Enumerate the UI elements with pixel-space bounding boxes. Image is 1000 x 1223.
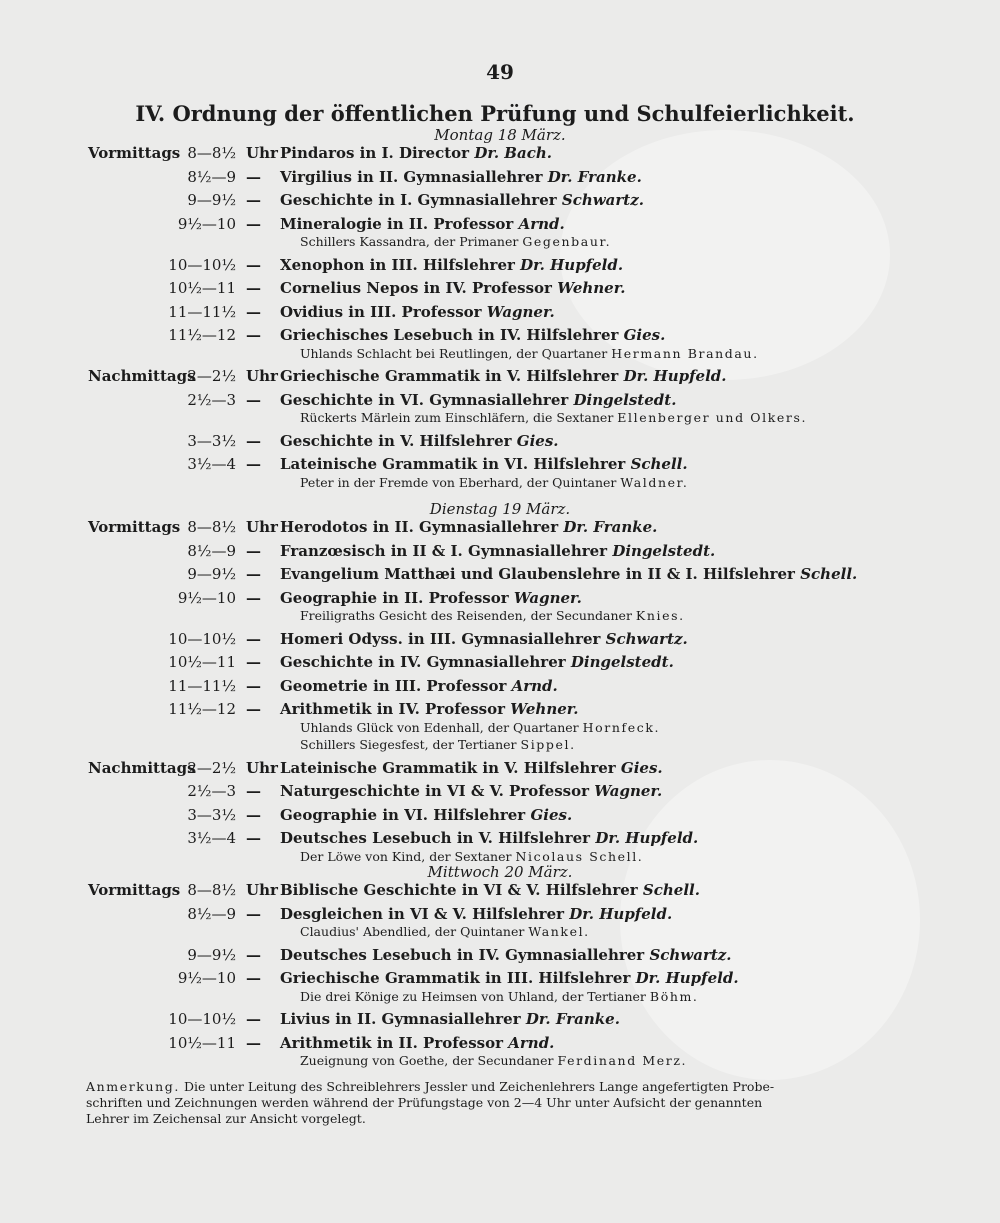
student-name: Nicolaus Schell. (515, 848, 644, 864)
subject-line (280, 432, 558, 450)
footnote-line-1: Anmerkung. Die unter Leitung des Schreiblehrers Jessler und Zeichenlehrers Lange angefertigten Probe- (86, 1079, 775, 1094)
time-slot: 10½—11 (168, 279, 236, 297)
recitation-line (300, 924, 590, 939)
day-title: Mittwoch 20 März. (427, 863, 573, 881)
student-name: Waldner. (620, 474, 689, 490)
teacher-name: Dingelstedt. (612, 541, 716, 560)
recitation-line (300, 737, 576, 752)
subject-line (280, 367, 727, 385)
teacher-name: Wehner. (557, 279, 626, 297)
subject-line (280, 279, 625, 297)
time-slot: 9—9½ (187, 191, 236, 209)
recitation-line (300, 346, 759, 361)
day-title: Dienstag 19 März. (429, 500, 571, 518)
recitation-text: Uhlands Schlacht bei Reutlingen, der Quartaner (300, 345, 608, 361)
schedule-row (0, 144, 990, 166)
time-unit: — (246, 676, 261, 695)
subject-text: Arithmetik in II. Professor (280, 1033, 504, 1052)
teacher-name: Dr. Franke. (525, 1010, 620, 1028)
time-unit: — (246, 565, 261, 583)
teacher-name: Dr. Hupfeld. (595, 829, 699, 847)
time-slot: 2½—3 (187, 390, 236, 409)
teacher-name: Schell. (800, 565, 858, 583)
teacher-name: Gies. (530, 805, 573, 824)
footnote (86, 1079, 896, 1127)
recitation-line (300, 1053, 687, 1068)
student-name: Ellenberger und Olkers. (617, 410, 808, 425)
subject-text: Pindaros in I. Director (280, 144, 470, 162)
teacher-name: Schwartz. (561, 191, 644, 209)
time-slot: 10½—11 (168, 653, 236, 671)
teacher-name: Wehner. (510, 700, 579, 718)
session-label: Vormittags (88, 518, 181, 536)
schedule-row (0, 367, 990, 389)
session-label: Vormittags (88, 881, 181, 899)
teacher-name: Dr. Hupfeld. (623, 367, 727, 385)
time-unit: — (246, 279, 261, 297)
subject-text: Arithmetik in IV. Professor (280, 700, 506, 718)
subject-line (280, 1034, 554, 1052)
recitation-text: Zueignung von Goethe, der Secundaner (300, 1053, 554, 1068)
student-name: Sippel. (520, 737, 576, 752)
time-slot: 11—11½ (168, 302, 236, 321)
schedule-row (0, 946, 990, 968)
section-heading: IV. Ordnung der öffentlichen Prüfung und Schulfeierlichkeit. (135, 101, 855, 126)
schedule-row (0, 653, 990, 675)
time-slot: 11½—12 (168, 700, 236, 718)
session-label: Nachmittags (88, 367, 196, 385)
time-unit: — (246, 541, 261, 560)
student-name: Hornfeck. (582, 719, 661, 735)
time-unit: — (246, 969, 261, 987)
subject-text: Geographie in VI. Hilfslehrer (280, 805, 526, 824)
time-unit: — (246, 455, 261, 473)
time-slot: 3½—4 (187, 829, 236, 847)
teacher-name: Schwartz. (649, 945, 732, 964)
student-name: Böhm. (649, 988, 699, 1004)
subject-line (280, 829, 698, 847)
time-unit: — (246, 326, 261, 344)
recitation-line (300, 608, 685, 623)
recitation-text: Peter in der Fremde von Eberhard, der Quintaner (300, 474, 617, 490)
footnote-line-3: Lehrer im Zeichensal zur Ansicht vorgelegt. (86, 1111, 366, 1126)
subject-line (280, 946, 732, 964)
subject-text: Geschichte in I. Gymnasiallehrer (280, 191, 557, 209)
subject-text: Deutsches Lesebuch in V. Hilfslehrer (280, 829, 591, 847)
schedule-row (0, 1010, 990, 1032)
time-unit: — (246, 1010, 261, 1028)
subject-line (280, 700, 579, 718)
time-unit: Uhr (246, 881, 278, 899)
footnote-line-2: schriften und Zeichnungen werden während der Prüfungstage von 2—4 Uhr unter Aufsicht der genannten (86, 1095, 763, 1110)
recitation-text: Der Löwe von Kind, der Sextaner (300, 848, 512, 864)
schedule-row (0, 806, 990, 828)
subject-text: Geschichte in VI. Gymnasiallehrer (280, 390, 569, 409)
time-unit: — (246, 191, 261, 209)
teacher-name: Wagner. (594, 782, 663, 800)
time-unit: — (246, 945, 261, 964)
subject-line (280, 518, 657, 536)
subject-line (280, 565, 857, 583)
subject-text: Ovidius in III. Professor (280, 302, 482, 321)
time-slot: 9—9½ (187, 945, 236, 964)
time-slot: 8—8½ (187, 881, 236, 899)
time-unit: — (246, 629, 261, 648)
recitation-line (300, 989, 699, 1004)
time-slot: 2—2½ (187, 758, 236, 777)
subject-line (280, 806, 572, 824)
subject-line (280, 759, 663, 777)
time-unit: Uhr (246, 367, 278, 385)
subject-text: Geometrie in III. Professor (280, 676, 507, 695)
subject-text: Herodotos in II. Gymnasiallehrer (280, 518, 559, 536)
time-slot: 9½—10 (177, 588, 236, 607)
subject-line (280, 303, 555, 321)
subject-line (280, 653, 674, 671)
subject-text: Homeri Odyss. in III. Gymnasiallehrer (280, 629, 601, 648)
time-unit: — (246, 390, 261, 409)
subject-text: Livius in II. Gymnasiallehrer (280, 1010, 521, 1028)
time-unit: — (246, 829, 261, 847)
subject-text: Geschichte in V. Hilfslehrer (280, 431, 512, 450)
teacher-name: Gies. (516, 431, 559, 450)
teacher-name: Dingelstedt. (570, 653, 674, 671)
time-slot: 2—2½ (187, 367, 236, 385)
subject-text: Lateinische Grammatik in V. Hilfslehrer (280, 758, 616, 777)
recitation-text: Freiligraths Gesicht des Reisenden, der Secundaner (300, 608, 632, 623)
page-number: 49 (486, 60, 514, 84)
time-slot: 8½—9 (187, 167, 236, 186)
subject-text: Cornelius Nepos in IV. Professor (280, 279, 552, 297)
schedule-row (0, 759, 990, 781)
schedule-row (0, 782, 990, 804)
subject-text: Deutsches Lesebuch in IV. Gymnasiallehrer (280, 945, 645, 964)
time-unit: — (246, 214, 261, 233)
recitation-text: Schillers Kassandra, der Primaner (300, 234, 519, 249)
recitation-text: Schillers Siegesfest, der Tertianer (300, 737, 517, 752)
teacher-name: Wagner. (486, 302, 555, 321)
student-name: Knies. (635, 608, 685, 623)
time-slot: 8—8½ (187, 518, 236, 536)
time-slot: 9—9½ (187, 565, 236, 583)
time-slot: 8—8½ (187, 144, 236, 162)
time-slot: 10—10½ (168, 1010, 236, 1028)
schedule-row (0, 256, 990, 278)
teacher-name: Wagner. (513, 588, 582, 607)
teacher-name: Dr. Hupfeld. (520, 255, 624, 274)
subject-line (280, 455, 688, 473)
subject-line (280, 905, 672, 923)
time-slot: 3—3½ (187, 431, 236, 450)
schedule-row (0, 303, 990, 325)
subject-text: Lateinische Grammatik in VI. Hilfslehrer (280, 455, 626, 473)
schedule-row (0, 881, 990, 903)
subject-text: Virgilius in II. Gymnasiallehrer (280, 167, 543, 186)
time-slot: 11½—12 (168, 326, 236, 344)
subject-text: Franzœsisch in II & I. Gymnasiallehrer (280, 541, 608, 560)
recitation-line (300, 849, 643, 864)
subject-text: Geographie in II. Professor (280, 588, 509, 607)
schedule-row (0, 565, 990, 587)
session-label: Vormittags (88, 144, 181, 162)
student-name: Wankel. (528, 924, 590, 939)
subject-line (280, 256, 623, 274)
time-slot: 3½—4 (187, 455, 236, 473)
time-unit: — (246, 1033, 261, 1052)
time-slot: 10½—11 (168, 1033, 236, 1052)
teacher-name: Arnd. (508, 1033, 555, 1052)
time-unit: — (246, 588, 261, 607)
schedule-row (0, 279, 990, 301)
schedule-row (0, 432, 990, 454)
teacher-name: Schwartz. (605, 629, 688, 648)
subject-text: Xenophon in III. Hilfslehrer (280, 255, 515, 274)
teacher-name: Dr. Hupfeld. (635, 969, 739, 987)
subject-line (280, 630, 688, 648)
subject-line (280, 168, 642, 186)
time-unit: — (246, 431, 261, 450)
time-unit: — (246, 805, 261, 824)
day-title: Montag 18 März. (434, 126, 566, 144)
time-slot: 2½—3 (187, 782, 236, 800)
time-slot: 9½—10 (177, 214, 236, 233)
time-slot: 10—10½ (168, 255, 236, 274)
schedule-row (0, 168, 990, 190)
teacher-name: Dr. Bach. (474, 144, 552, 162)
time-unit: — (246, 700, 261, 718)
subject-line (280, 969, 739, 987)
teacher-name: Gies. (623, 326, 666, 344)
time-slot: 3—3½ (187, 805, 236, 824)
teacher-name: Schell. (630, 455, 688, 473)
time-slot: 9½—10 (177, 969, 236, 987)
recitation-line (300, 475, 688, 490)
student-name: Ferdinand Merz. (557, 1053, 688, 1068)
recitation-line (300, 410, 807, 425)
subject-line (280, 589, 582, 607)
recitation-text: Rückerts Märlein zum Einschläfern, die Sextaner (300, 410, 614, 425)
time-unit: — (246, 782, 261, 800)
subject-line (280, 326, 665, 344)
subject-line (280, 677, 558, 695)
schedule-row (0, 191, 990, 213)
subject-line (280, 391, 676, 409)
footnote-label: Anmerkung. (86, 1079, 180, 1094)
subject-line (280, 191, 644, 209)
schedule-row (0, 630, 990, 652)
teacher-name: Arnd. (511, 676, 558, 695)
time-slot: 11—11½ (168, 676, 236, 695)
recitation-text: Uhlands Glück von Edenhall, der Quartaner (300, 719, 579, 735)
time-unit: — (246, 302, 261, 321)
recitation-line (300, 234, 611, 249)
teacher-name: Gies. (620, 758, 663, 777)
subject-text: Mineralogie in II. Professor (280, 214, 514, 233)
student-name: Hermann Brandau. (611, 345, 759, 361)
time-unit: — (246, 904, 261, 923)
subject-text: Griechische Grammatik in III. Hilfslehrer (280, 969, 631, 987)
recitation-line (300, 720, 660, 735)
time-slot: 10—10½ (168, 629, 236, 648)
time-unit: — (246, 167, 261, 186)
time-unit: Uhr (246, 518, 278, 536)
subject-text: Desgleichen in VI & V. Hilfslehrer (280, 904, 565, 923)
teacher-name: Schell. (642, 881, 700, 899)
time-slot: 8½—9 (187, 541, 236, 560)
time-unit: — (246, 653, 261, 671)
subject-text: Evangelium Matthæi und Glaubenslehre in II & I. Hilfslehrer (280, 565, 795, 583)
teacher-name: Dingelstedt. (573, 390, 677, 409)
subject-line (280, 215, 565, 233)
schedule-row (0, 542, 990, 564)
subject-text: Griechische Grammatik in V. Hilfslehrer (280, 367, 619, 385)
time-unit: Uhr (246, 758, 278, 777)
subject-line (280, 542, 715, 560)
schedule-row (0, 677, 990, 699)
schedule-row (0, 518, 990, 540)
time-slot: 8½—9 (187, 904, 236, 923)
subject-line (280, 1010, 620, 1028)
subject-text: Biblische Geschichte in VI & V. Hilfslehrer (280, 881, 638, 899)
student-name: Gegenbaur. (522, 234, 612, 249)
subject-text: Griechisches Lesebuch in IV. Hilfslehrer (280, 326, 619, 344)
subject-text: Naturgeschichte in VI & V. Professor (280, 782, 590, 800)
subject-line (280, 881, 700, 899)
teacher-name: Dr. Hupfeld. (569, 904, 673, 923)
teacher-name: Arnd. (518, 214, 565, 233)
time-unit: — (246, 255, 261, 274)
subject-line (280, 144, 552, 162)
recitation-text: Claudius' Abendlied, der Quintaner (300, 924, 525, 939)
teacher-name: Dr. Franke. (547, 167, 642, 186)
teacher-name: Dr. Franke. (563, 518, 658, 536)
recitation-text: Die drei Könige zu Heimsen von Uhland, der Tertianer (300, 988, 646, 1004)
session-label: Nachmittags (88, 758, 196, 777)
subject-line (280, 782, 662, 800)
time-unit: Uhr (246, 144, 278, 162)
subject-text: Geschichte in IV. Gymnasiallehrer (280, 653, 566, 671)
